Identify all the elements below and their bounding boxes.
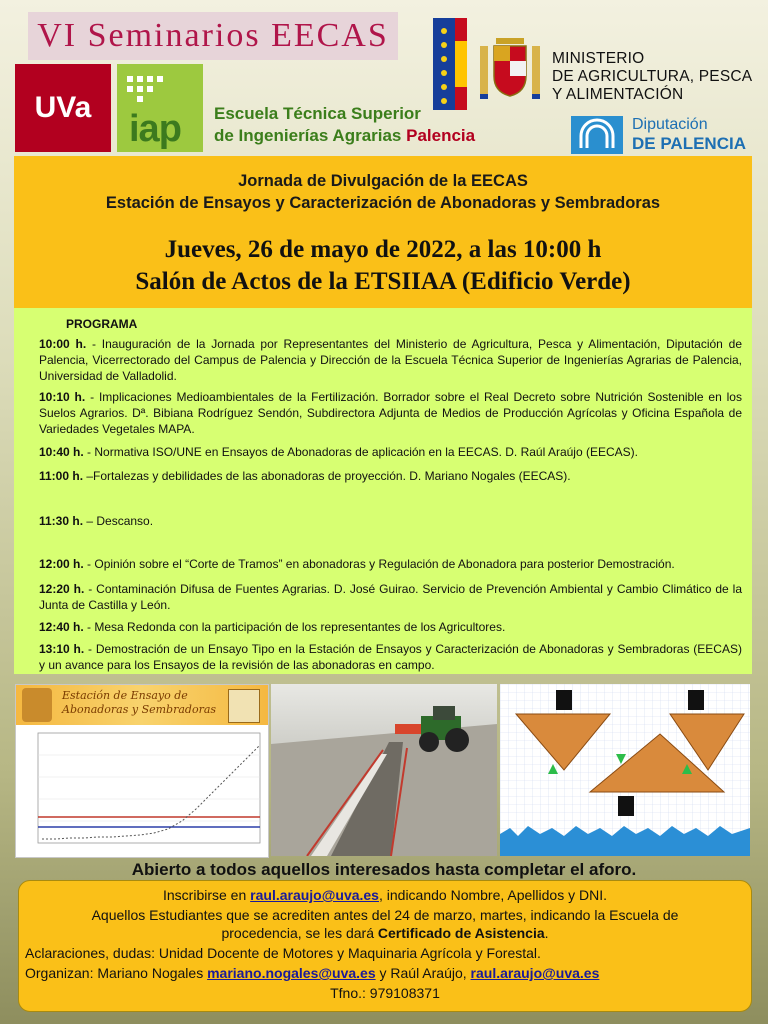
program-item: 10:40 h. - Normativa ISO/UNE en Ensayos de Abonadoras de aplicación en la EECAS. D. Raúl Araújo (EECAS). xyxy=(39,445,638,459)
ministry-line3: Y ALIMENTACIÓN xyxy=(552,86,684,103)
event-title-line2: Estación de Ensayos y Caracterización de Abonadoras y Sembradoras xyxy=(105,194,661,212)
school-city: Palencia xyxy=(406,126,476,145)
iap-logo xyxy=(117,64,203,152)
program-item: 12:20 h. - Contaminación Difusa de Fuentes Agrarias. D. José Guirao. Servicio de Prevención Ambiental y Cambio Climático de la Junta de Castilla y León. xyxy=(39,582,742,612)
seminar-title: VI Seminarios EECAS xyxy=(37,17,389,54)
station-logo-icon xyxy=(22,688,52,722)
diputacion-line1: Diputación xyxy=(632,116,708,133)
coat-of-arms-icon xyxy=(476,30,544,106)
program-item: 10:10 h. - Implicaciones Medioambientales de la Fertilización. Borrador sobre el Real Decreto sobre Nutrición Sostenible en los Suelos Agrarios. Dª. Bibiana Rodríguez Sendón, Subdirectora Adjunta de Medios de Producción Agrícolas y Oficina Española de Variedades Vegetales MAPA. xyxy=(39,390,742,436)
spread-pattern-diagram xyxy=(500,684,750,856)
register-line: Inscribirse en raul.araujo@uva.es, indicando Nombre, Apellidos y DNI. xyxy=(163,887,607,903)
station-chart-image xyxy=(15,684,269,858)
program-item: 11:00 h. –Fortalezas y debilidades de las abonadoras de proyección. D. Mariano Nogales (EECAS). xyxy=(39,469,571,483)
event-banner xyxy=(14,156,752,308)
diputacion-line2: DE PALENCIA xyxy=(632,134,746,153)
register-email-link[interactable]: raul.araujo@uva.es xyxy=(250,887,379,903)
tractor-test-photo xyxy=(271,684,497,856)
variation-plot-graphic xyxy=(16,725,268,857)
program-item: 12:00 h. - Opinión sobre el “Corte de Tramos” en abonadoras y Regulación de Abonadora para posterior Demostración. xyxy=(39,557,675,571)
diputacion-name xyxy=(632,115,746,153)
open-attendance-note: Abierto a todos aquellos interesados hasta completar el aforo. xyxy=(131,860,637,879)
program-item: 13:10 h. - Demostración de un Ensayo Tipo en la Estación de Ensayos y Caracterización de Abonadoras y Sembradoras (EECAS) y un avance para los Ensayos de la revisión de las abonadoras en campo. xyxy=(39,642,742,672)
tractor-scene-graphic xyxy=(271,684,497,856)
program-item: 11:30 h. – Descanso. xyxy=(39,514,154,528)
spread-pattern-graphic xyxy=(500,684,750,856)
school-line1: Escuela Técnica Superior xyxy=(214,104,421,123)
organizer1-email-link[interactable]: mariano.nogales@uva.es xyxy=(207,965,376,981)
station-banner-line1: Estación de Ensayo de xyxy=(62,689,188,702)
program-item: 10:00 h. - Inauguración de la Jornada por Representantes del Ministerio de Agricultura, Pesca y Alimentación, Diputación de Palencia, Vicerrectorado del Campus de Palencia y Dirección de la Escuela Técnica Superior de Ingenierías Agrarias de Palencia, Universidad de Valladolid. xyxy=(39,337,742,383)
phone: Tfno.: 979108371 xyxy=(330,985,440,1001)
ministry-name xyxy=(552,50,752,104)
ministry-line2: DE AGRICULTURA, PESCA xyxy=(552,68,753,85)
station-banner-line2: Abonadoras y Sembradoras xyxy=(62,703,217,716)
iap-logo-text: iap xyxy=(129,108,181,150)
clarify-line: Aclaraciones, dudas: Unidad Docente de Motores y Maquinaria Agrícola y Forestal. xyxy=(25,945,541,961)
program-heading: PROGRAMA xyxy=(66,317,138,331)
eu-flag-icon xyxy=(433,18,455,110)
spain-flag-icon xyxy=(455,18,467,110)
certificate-text: Certificado de Asistencia xyxy=(377,925,545,941)
uva-logo: UVa xyxy=(15,64,111,152)
seminar-title-banner xyxy=(28,12,398,60)
ministry-line1: MINISTERIO xyxy=(552,50,645,67)
students-line2: procedencia, se les dará Certificado de Asistencia. xyxy=(221,925,549,941)
event-venue: Salón de Actos de la ETSIIAA (Edificio Verde) xyxy=(135,268,631,295)
organizer2-email-link[interactable]: raul.araujo@uva.es xyxy=(470,965,600,981)
students-line1: Aquellos Estudiantes que se acrediten antes del 24 de marzo, martes, indicando la Escuela de xyxy=(91,907,679,923)
event-title-line1: Jornada de Divulgación de la EECAS xyxy=(238,172,528,190)
diputacion-logo-icon xyxy=(571,116,623,154)
organizers-line: Organizan: Mariano Nogales mariano.nogales@uva.es y Raúl Araújo, raul.araujo@uva.es xyxy=(25,965,600,981)
school-line2: de Ingenierías Agrarias xyxy=(214,126,402,145)
station-banner xyxy=(16,685,268,725)
program-item: 12:40 h. - Mesa Redonda con la participación de los representantes de los Agricultores. xyxy=(39,620,506,634)
university-seal-icon xyxy=(228,689,260,723)
program-section xyxy=(14,308,752,674)
registration-box xyxy=(18,880,752,1012)
event-date: Jueves, 26 de mayo de 2022, a las 10:00 h xyxy=(164,236,602,263)
